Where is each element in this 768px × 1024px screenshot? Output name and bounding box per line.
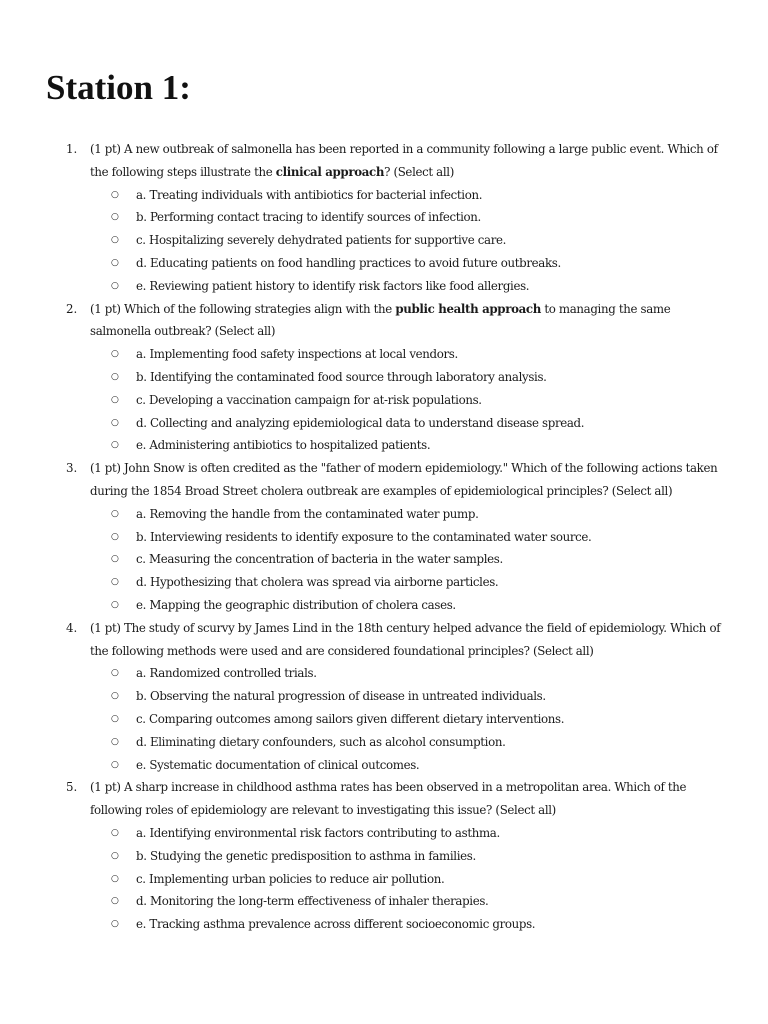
option-b bbox=[0, 526, 768, 549]
question-text bbox=[90, 298, 730, 344]
option-text: d. Collecting and analyzing epidemiological data to understand disease spread. bbox=[136, 415, 585, 430]
question-number: 4. bbox=[66, 620, 78, 635]
option-d bbox=[0, 890, 768, 913]
question-number: 5. bbox=[66, 780, 78, 795]
option-c bbox=[0, 229, 768, 252]
option-text: d. Hypothesizing that cholera was spread via airborne particles. bbox=[136, 575, 499, 590]
circle-bullet-icon: ○ bbox=[111, 736, 119, 747]
circle-bullet-icon: ○ bbox=[111, 212, 119, 223]
option-text: a. Identifying environmental risk factors contributing to asthma. bbox=[136, 825, 500, 840]
circle-bullet-icon: ○ bbox=[111, 508, 119, 519]
option-list bbox=[0, 662, 768, 776]
question-list bbox=[0, 138, 768, 936]
circle-bullet-icon: ○ bbox=[111, 577, 119, 588]
question-text bbox=[90, 617, 730, 663]
option-list bbox=[0, 822, 768, 936]
option-text: e. Systematic documentation of clinical outcomes. bbox=[136, 757, 420, 772]
question-3 bbox=[0, 457, 768, 617]
option-text: e. Mapping the geographic distribution of cholera cases. bbox=[136, 597, 456, 612]
option-e bbox=[0, 754, 768, 777]
circle-bullet-icon: ○ bbox=[111, 759, 119, 770]
question-number: 1. bbox=[66, 142, 78, 156]
question-text bbox=[90, 457, 730, 503]
option-e bbox=[0, 275, 768, 298]
circle-bullet-icon: ○ bbox=[111, 440, 119, 451]
option-text: e. Reviewing patient history to identify risk factors like food allergies. bbox=[136, 278, 530, 293]
circle-bullet-icon: ○ bbox=[111, 668, 119, 679]
option-list bbox=[0, 343, 768, 457]
question-text bbox=[90, 138, 730, 184]
circle-bullet-icon: ○ bbox=[111, 827, 119, 838]
circle-bullet-icon: ○ bbox=[111, 394, 119, 405]
question-2 bbox=[0, 298, 768, 458]
option-text: b. Identifying the contaminated food source through laboratory analysis. bbox=[136, 369, 547, 384]
circle-bullet-icon: ○ bbox=[111, 554, 119, 565]
circle-bullet-icon: ○ bbox=[111, 850, 119, 861]
option-a bbox=[0, 662, 768, 685]
option-text: e. Administering antibiotics to hospitalized patients. bbox=[136, 438, 431, 453]
option-c bbox=[0, 389, 768, 412]
circle-bullet-icon: ○ bbox=[111, 691, 119, 702]
circle-bullet-icon: ○ bbox=[111, 280, 119, 291]
question-text-part: ? (Select all) bbox=[384, 164, 454, 179]
option-e bbox=[0, 913, 768, 936]
option-text: b. Interviewing residents to identify exposure to the contaminated water source. bbox=[136, 529, 592, 544]
circle-bullet-icon: ○ bbox=[111, 349, 119, 360]
option-a bbox=[0, 184, 768, 207]
option-a bbox=[0, 822, 768, 845]
circle-bullet-icon: ○ bbox=[111, 873, 119, 884]
circle-bullet-icon: ○ bbox=[111, 257, 119, 268]
circle-bullet-icon: ○ bbox=[111, 371, 119, 382]
page-title: Station 1: bbox=[46, 68, 191, 107]
option-d bbox=[0, 571, 768, 594]
circle-bullet-icon: ○ bbox=[111, 189, 119, 200]
option-text: c. Hospitalizing severely dehydrated patients for supportive care. bbox=[136, 233, 507, 248]
option-d bbox=[0, 731, 768, 754]
option-b bbox=[0, 685, 768, 708]
option-a bbox=[0, 503, 768, 526]
question-text bbox=[90, 776, 730, 822]
question-text-part: (1 pt) John Snow is often credited as the "father of modern epidemiology." Which of the following actions taken during the 1854 Broad Street cholera outbreak are examples of epidemiological principles? (Select all) bbox=[90, 461, 718, 498]
option-text: d. Educating patients on food handling practices to avoid future outbreaks. bbox=[136, 255, 561, 270]
option-text: c. Implementing urban policies to reduce air pollution. bbox=[136, 871, 445, 886]
question-text-part: (1 pt) The study of scurvy by James Lind in the 18th century helped advance the field of epidemiology. Which of the following methods were used and are considered foundational principles? (Select all) bbox=[90, 620, 721, 658]
circle-bullet-icon: ○ bbox=[111, 417, 119, 428]
option-b bbox=[0, 366, 768, 389]
option-text: c. Comparing outcomes among sailors given different dietary interventions. bbox=[136, 711, 565, 726]
option-e bbox=[0, 594, 768, 617]
option-text: b. Performing contact tracing to identify sources of infection. bbox=[136, 210, 481, 225]
option-c bbox=[0, 708, 768, 731]
question-text-part: (1 pt) A new outbreak of salmonella has been reported in a community following a large public event. Which of the following steps illustrate the bbox=[90, 142, 718, 179]
option-text: c. Measuring the concentration of bacteria in the water samples. bbox=[136, 552, 503, 567]
question-1 bbox=[0, 138, 768, 298]
option-text: a. Implementing food safety inspections at local vendors. bbox=[136, 347, 458, 362]
option-a bbox=[0, 343, 768, 366]
option-e bbox=[0, 434, 768, 457]
option-text: e. Tracking asthma prevalence across different socioeconomic groups. bbox=[136, 917, 536, 932]
option-c bbox=[0, 548, 768, 571]
question-text-part: to managing the same salmonella outbreak? (Select all) bbox=[90, 301, 671, 339]
question-emphasis: public health approach bbox=[395, 301, 541, 316]
question-emphasis: clinical approach bbox=[275, 164, 385, 179]
circle-bullet-icon: ○ bbox=[111, 896, 119, 907]
circle-bullet-icon: ○ bbox=[111, 235, 119, 246]
option-text: b. Studying the genetic predisposition to asthma in families. bbox=[136, 848, 476, 863]
option-text: a. Treating individuals with antibiotics for bacterial infection. bbox=[136, 187, 483, 202]
option-list bbox=[0, 503, 768, 617]
option-text: b. Observing the natural progression of disease in untreated individuals. bbox=[136, 689, 546, 704]
option-text: c. Developing a vaccination campaign for at-risk populations. bbox=[136, 392, 482, 407]
option-text: a. Removing the handle from the contaminated water pump. bbox=[136, 506, 479, 521]
option-d bbox=[0, 412, 768, 435]
option-text: d. Eliminating dietary confounders, such as alcohol consumption. bbox=[136, 734, 506, 749]
question-number: 3. bbox=[66, 461, 78, 476]
circle-bullet-icon: ○ bbox=[111, 919, 119, 930]
circle-bullet-icon: ○ bbox=[111, 599, 119, 610]
circle-bullet-icon: ○ bbox=[111, 713, 119, 724]
option-b bbox=[0, 206, 768, 229]
question-4 bbox=[0, 617, 768, 777]
option-b bbox=[0, 845, 768, 868]
option-text: a. Randomized controlled trials. bbox=[136, 666, 317, 681]
option-d bbox=[0, 252, 768, 275]
question-text-part: (1 pt) Which of the following strategies align with the bbox=[90, 301, 396, 316]
question-text-part: (1 pt) A sharp increase in childhood asthma rates has been observed in a metropolitan area. Which of the following roles of epidemiology are relevant to investigating this issue? (Select all) bbox=[90, 780, 687, 818]
question-number: 2. bbox=[66, 301, 78, 316]
circle-bullet-icon: ○ bbox=[111, 531, 119, 542]
option-list bbox=[0, 184, 768, 298]
option-c bbox=[0, 868, 768, 891]
question-5 bbox=[0, 776, 768, 936]
option-text: d. Monitoring the long-term effectiveness of inhaler therapies. bbox=[136, 894, 489, 909]
